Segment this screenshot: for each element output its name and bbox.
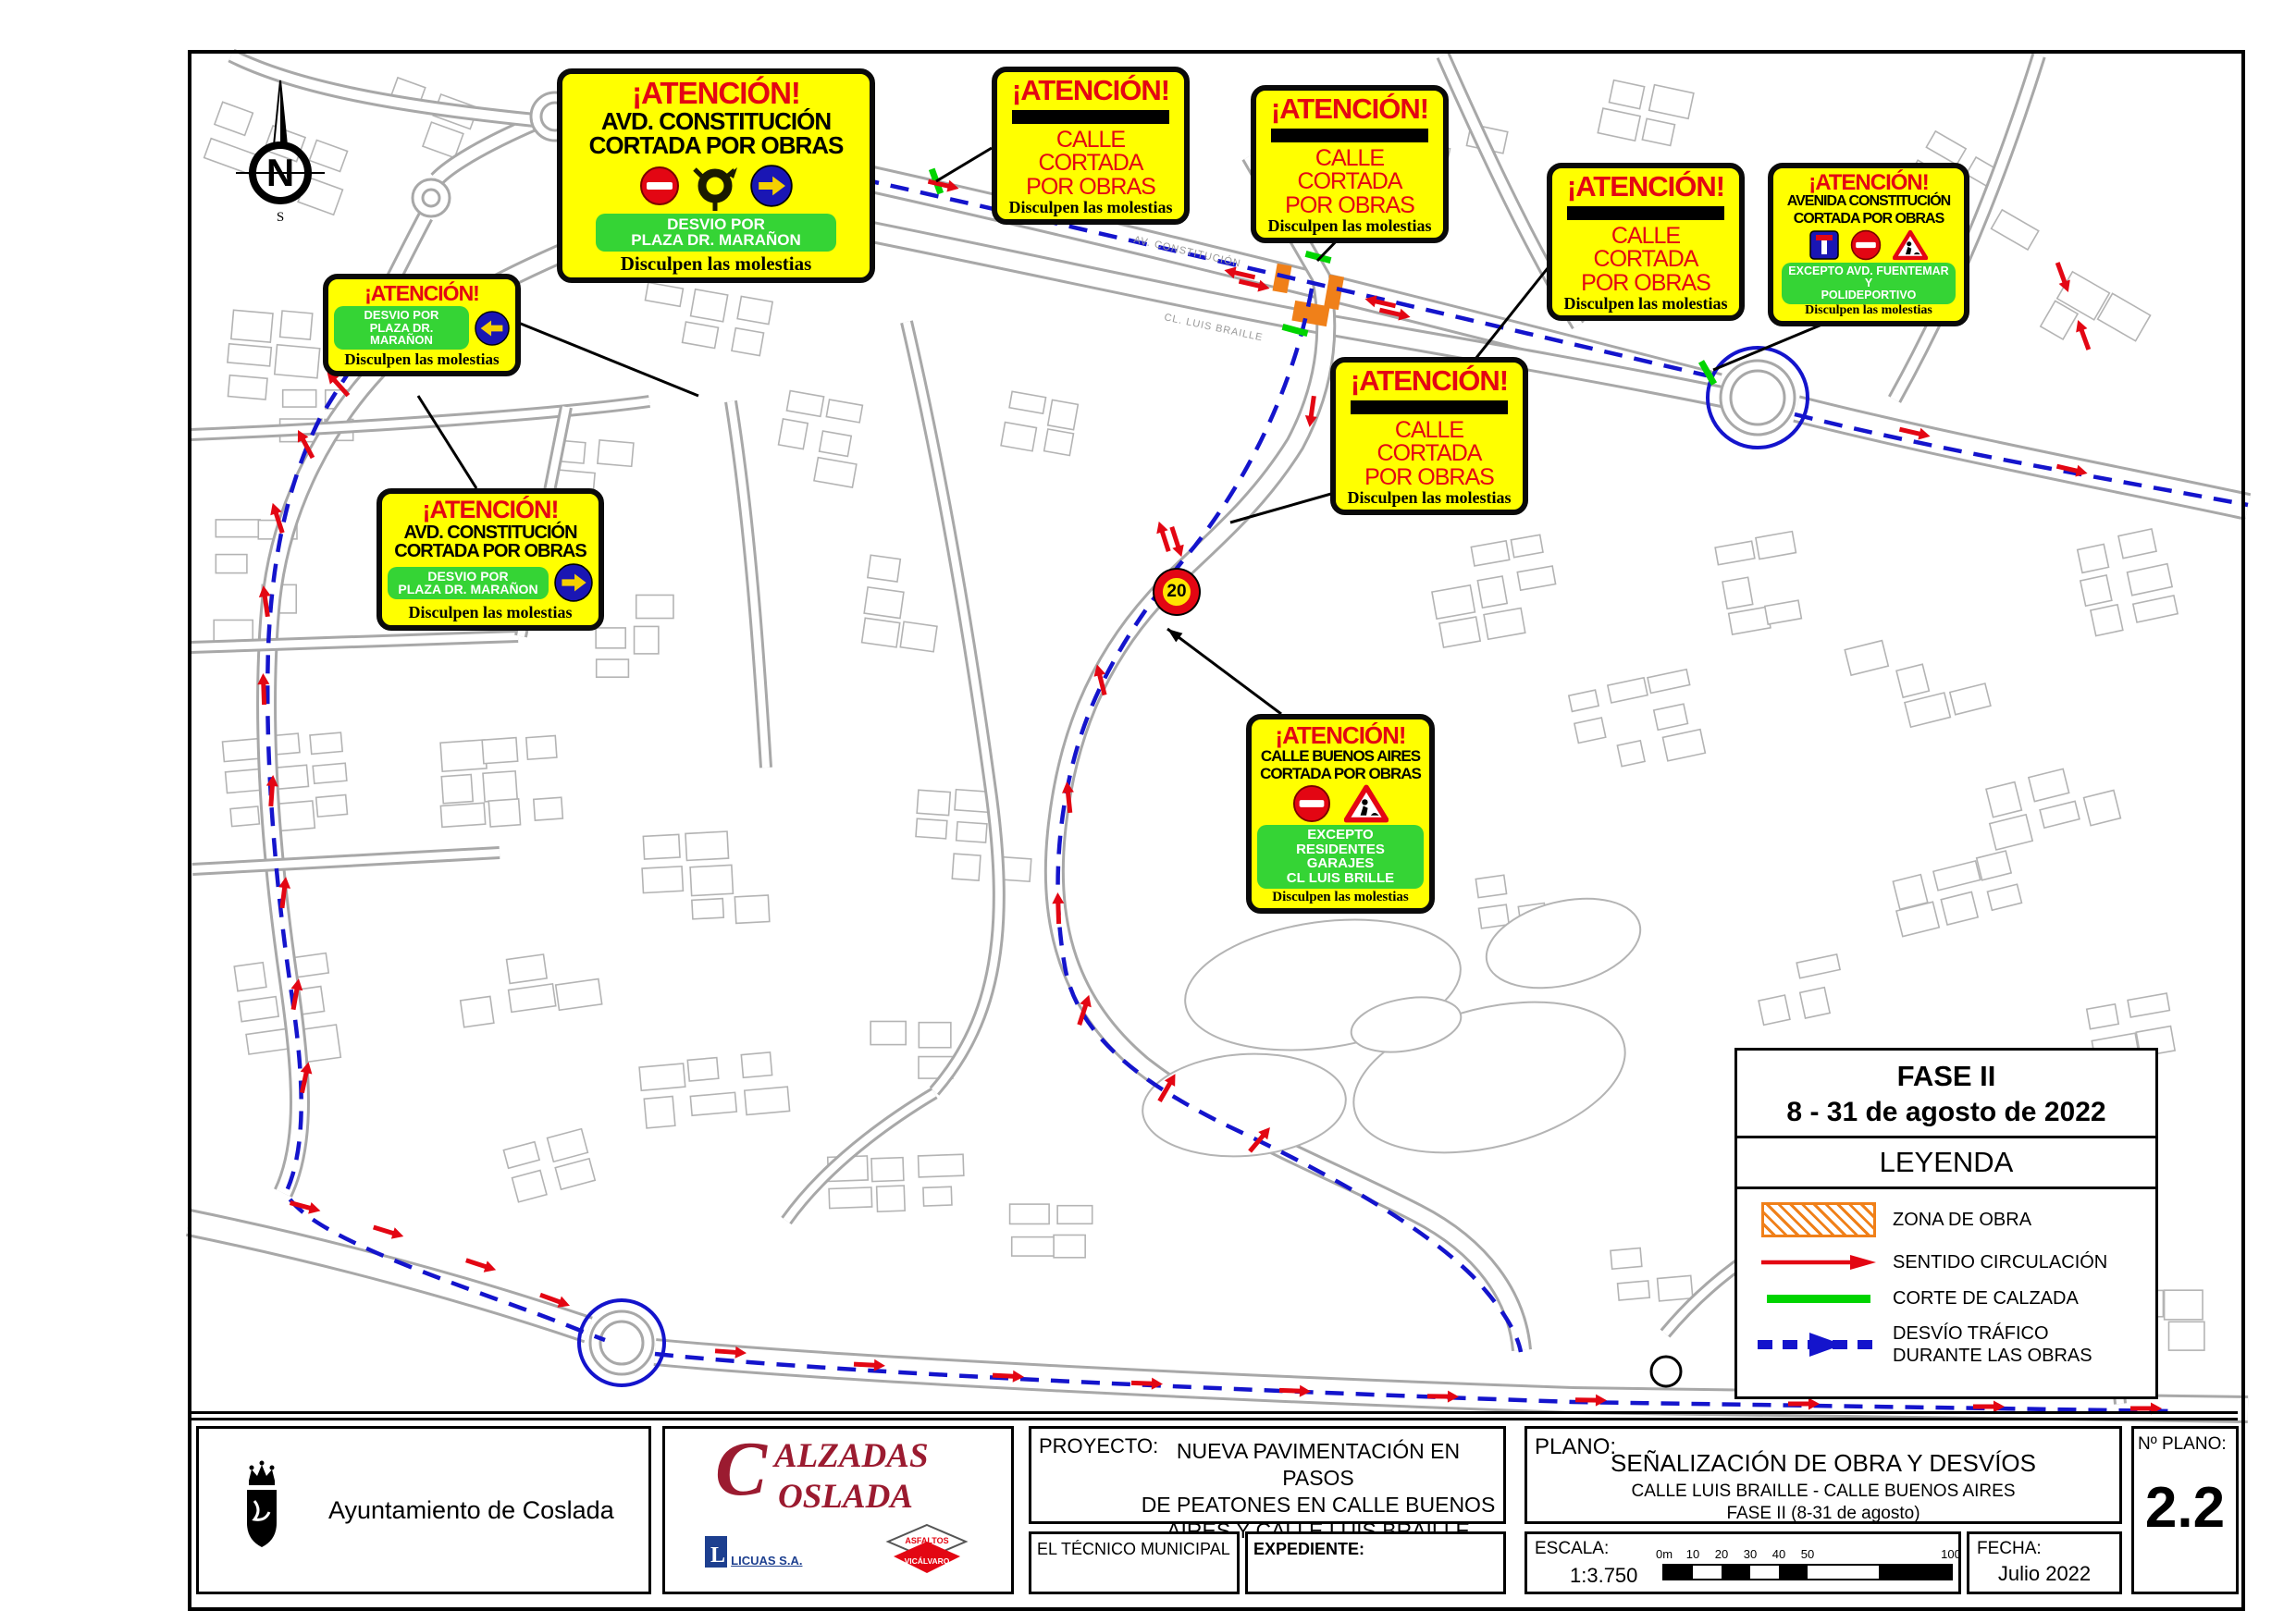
sign-apology: Disculpen las molestias xyxy=(1563,294,1728,314)
sign-attention: ¡ATENCIÓN! xyxy=(1275,721,1406,749)
legend-item-corte xyxy=(1745,1287,2148,1309)
sign-apology: Disculpen las molestias xyxy=(1347,488,1512,508)
legend-title: LEYENDA xyxy=(1737,1138,2155,1189)
project-line1: NUEVA PAVIMENTACIÓN EN PASOS xyxy=(1176,1439,1461,1490)
sign-attention: ¡ATENCIÓN! xyxy=(422,496,559,523)
detour-arrow-left-icon xyxy=(475,311,510,346)
coslada-coat-of-arms-icon xyxy=(232,1453,291,1568)
sign-closed: CORTADA POR OBRAS xyxy=(394,540,586,561)
client-box xyxy=(196,1426,651,1594)
speed-limit-20-sign xyxy=(1154,570,1199,614)
warning-sign-calle-cortada-4 xyxy=(1330,357,1528,515)
sign-attention: ¡ATENCIÓN! xyxy=(1011,74,1170,106)
warning-sign-buenos-aires xyxy=(1246,714,1435,914)
calzadas-coslada-logo xyxy=(665,1426,1011,1518)
redacted-street-bar xyxy=(1351,400,1508,414)
phase-header xyxy=(1737,1051,2155,1138)
no-entry-icon xyxy=(639,166,680,206)
sign-closed2: POR OBRAS xyxy=(1364,463,1494,490)
street-label-braille: CL. LUIS BRAILLE xyxy=(1163,312,1265,344)
legend-item-desvio xyxy=(1745,1322,2148,1367)
sign-apology: Disculpen las molestias xyxy=(408,603,573,622)
detour-arrow-right-icon xyxy=(554,563,593,602)
roadworks-icon xyxy=(1893,229,1928,261)
scale-tick: 20 xyxy=(1714,1547,1729,1561)
client-name: Ayuntamiento de Coslada xyxy=(328,1495,614,1524)
detour-line2: PLAZA DR. MARAÑON xyxy=(398,582,538,597)
detour-arrow-right-icon xyxy=(750,165,793,207)
warning-sign-constitucion-nw xyxy=(557,68,875,283)
detour-line1: DESVIO POR xyxy=(427,568,509,584)
logo-initial: C xyxy=(715,1426,768,1512)
dead-end-icon xyxy=(1809,230,1839,260)
scale-tick: 10 xyxy=(1685,1547,1700,1561)
phase-dates: 8 - 31 de agosto de 2022 xyxy=(1786,1097,2106,1127)
legend-label: CORTE DE CALZADA xyxy=(1893,1288,2079,1309)
scale-label: ESCALA: xyxy=(1535,1539,1610,1558)
sheet-number-label: Nº PLANO: xyxy=(2138,1434,2227,1454)
project-box xyxy=(1029,1426,1506,1543)
detour-box xyxy=(596,214,836,252)
sign-street: AVD. CONSTITUCIÓN xyxy=(600,106,832,135)
compass-n-label: N xyxy=(265,151,295,194)
project-line2: DE PEATONES EN CALLE BUENOS xyxy=(1141,1492,1496,1517)
exception-box xyxy=(1257,825,1423,888)
sign-attention: ¡ATENCIÓN! xyxy=(1270,92,1429,125)
sign-apology: Disculpen las molestias xyxy=(620,252,812,276)
scale-tick: 0m xyxy=(1655,1547,1673,1561)
detour-line2: PLAZA DR. MARAÑON xyxy=(631,231,801,250)
diversion-route-swatch xyxy=(1745,1331,1893,1359)
exception-line1: EXCEPTO RESIDENTES xyxy=(1296,827,1385,857)
road-cut-swatch xyxy=(1767,1295,1870,1303)
scale-box xyxy=(1524,1531,1961,1594)
technician-box xyxy=(1029,1531,1240,1594)
sheet-title-label: PLANO: xyxy=(1535,1434,1617,1459)
file-number-box xyxy=(1245,1531,1506,1594)
titleblock-divider2 xyxy=(188,1418,2238,1420)
work-zone-swatch xyxy=(1761,1202,1876,1237)
sign-attention: ¡ATENCIÓN! xyxy=(364,281,479,305)
date-value: Julio 2022 xyxy=(1997,1562,2092,1585)
date-box xyxy=(1967,1531,2122,1594)
redacted-street-bar xyxy=(1271,129,1428,142)
exception-box xyxy=(1782,263,1956,304)
sign-apology: Disculpen las molestias xyxy=(1805,303,1932,318)
scale-tick: 50 xyxy=(1800,1547,1815,1561)
sign-street: AVD. CONSTITUCIÓN xyxy=(403,522,577,543)
exception-line2: POLIDEPORTIVO xyxy=(1821,289,1917,302)
sheet-title-line2: CALLE LUIS BRAILLE - CALLE BUENOS AIRES xyxy=(1631,1482,2016,1501)
roadworks-icon xyxy=(1344,784,1389,823)
sign-attention: ¡ATENCIÓN! xyxy=(632,76,800,110)
phase-title: FASE II xyxy=(1896,1060,1996,1092)
sign-closed1: CALLE CORTADA xyxy=(1038,126,1143,177)
sign-closed2: POR OBRAS xyxy=(1026,173,1155,200)
sign-apology: Disculpen las molestias xyxy=(1008,198,1173,217)
redacted-street-bar xyxy=(1567,206,1724,220)
speed-limit-value: 20 xyxy=(1167,582,1187,601)
file-number-label: EXPEDIENTE: xyxy=(1253,1540,1365,1558)
sign-attention: ¡ATENCIÓN! xyxy=(1808,170,1929,195)
sheet-title-line1: SEÑALIZACIÓN DE OBRA Y DESVÍOS xyxy=(1611,1449,2036,1477)
graphic-scale-bar xyxy=(1655,1547,1961,1580)
sign-closed1: CALLE CORTADA xyxy=(1376,416,1482,467)
exception-line3: CL LUIS BRILLE xyxy=(1286,869,1395,886)
warning-sign-constitucion-e xyxy=(1768,163,1969,326)
legend-label-line2: DURANTE LAS OBRAS xyxy=(1893,1346,2092,1366)
warning-sign-constitucion-w xyxy=(376,488,604,631)
sign-apology: Disculpen las molestias xyxy=(1267,216,1432,236)
warning-sign-calle-cortada-3 xyxy=(1547,163,1745,321)
warning-sign-calle-cortada-2 xyxy=(1251,85,1449,243)
legend-item-sentido xyxy=(1745,1250,2148,1274)
redacted-street-bar xyxy=(1012,110,1169,124)
detour-line1: DESVIO POR xyxy=(667,215,765,233)
sign-apology: Disculpen las molestias xyxy=(344,350,500,368)
detour-box xyxy=(334,306,469,350)
scale-tick: 30 xyxy=(1743,1547,1758,1561)
titleblock-divider xyxy=(188,1411,2238,1414)
scale-tick: 100 xyxy=(1941,1547,1961,1561)
asfaltos-vicalvaro-logo xyxy=(883,1523,971,1580)
contractor-box xyxy=(662,1426,1014,1594)
scale-value: 1:3.750 xyxy=(1570,1564,1638,1587)
street-label-constitucion: AV. CONSTITUCIÓN xyxy=(1132,234,1242,270)
sign-street: CALLE BUENOS AIRES xyxy=(1260,746,1421,765)
warning-sign-calle-cortada-1 xyxy=(992,67,1190,225)
sign-attention: ¡ATENCIÓN! xyxy=(1566,170,1725,203)
sign-closed1: CALLE CORTADA xyxy=(1297,144,1402,195)
project-line3: Y xyxy=(1236,1518,1251,1543)
sheet-number-value: 2.2 xyxy=(2144,1476,2226,1540)
exception-line1: EXCEPTO AVD. FUENTEMAR Y xyxy=(1788,264,1949,290)
sign-closed: CORTADA POR OBRAS xyxy=(1260,764,1421,782)
compass-s-label: S xyxy=(276,210,285,225)
date-label: FECHA: xyxy=(1977,1539,2042,1558)
sign-closed: CORTADA POR OBRAS xyxy=(1793,210,1944,227)
exception-line2: GARAJES xyxy=(1306,855,1375,872)
licuas-label: LICUAS S.A. xyxy=(731,1553,803,1568)
detour-box xyxy=(388,567,549,599)
legend-label xyxy=(1893,1322,2092,1367)
no-entry-icon xyxy=(1850,229,1882,261)
logo-word1: ALZADAS xyxy=(774,1437,929,1475)
legend-label: ZONA DE OBRA xyxy=(1893,1210,2032,1230)
sign-closed1: CALLE CORTADA xyxy=(1593,222,1698,273)
sign-street: AVENIDA CONSTITUCIÓN xyxy=(1786,193,1951,210)
sign-closed2: POR OBRAS xyxy=(1581,269,1710,296)
project-label: PROYECTO: xyxy=(1039,1434,1159,1457)
sign-closed: CORTADA POR OBRAS xyxy=(588,131,844,160)
detour-line2: PLAZA DR. MARAÑON xyxy=(369,320,434,348)
logo-word2: OSLADA xyxy=(778,1478,913,1516)
vicalvaro-label: VICÁLVARO xyxy=(904,1556,950,1566)
sign-apology: Disculpen las molestias xyxy=(1272,889,1409,904)
legend-panel xyxy=(1734,1048,2158,1399)
scale-tick: 40 xyxy=(1771,1547,1786,1561)
legend-item-zona xyxy=(1745,1202,2148,1237)
legend-label-line1: DESVÍO TRÁFICO xyxy=(1893,1323,2049,1344)
roundabout-icon xyxy=(689,160,741,212)
sheet-title-line3: FASE II (8-31 de agosto) xyxy=(1726,1504,1920,1523)
legend-label: SENTIDO CIRCULACIÓN xyxy=(1893,1252,2108,1273)
svg-text:L: L xyxy=(710,1543,726,1568)
sheet-number-box xyxy=(2131,1426,2239,1594)
sign-attention: ¡ATENCIÓN! xyxy=(1350,364,1509,397)
warning-sign-detour-west xyxy=(323,274,521,376)
licuas-logo xyxy=(705,1536,802,1568)
technician-label: EL TÉCNICO MUNICIPAL xyxy=(1037,1540,1230,1558)
sheet-title-box xyxy=(1524,1426,2122,1524)
direction-arrow-swatch xyxy=(1745,1250,1893,1274)
asfaltos-label: ASFALTOS xyxy=(905,1536,949,1545)
no-entry-icon xyxy=(1292,784,1331,823)
sign-closed2: POR OBRAS xyxy=(1285,191,1414,218)
detour-line1: DESVIO POR xyxy=(364,308,439,323)
